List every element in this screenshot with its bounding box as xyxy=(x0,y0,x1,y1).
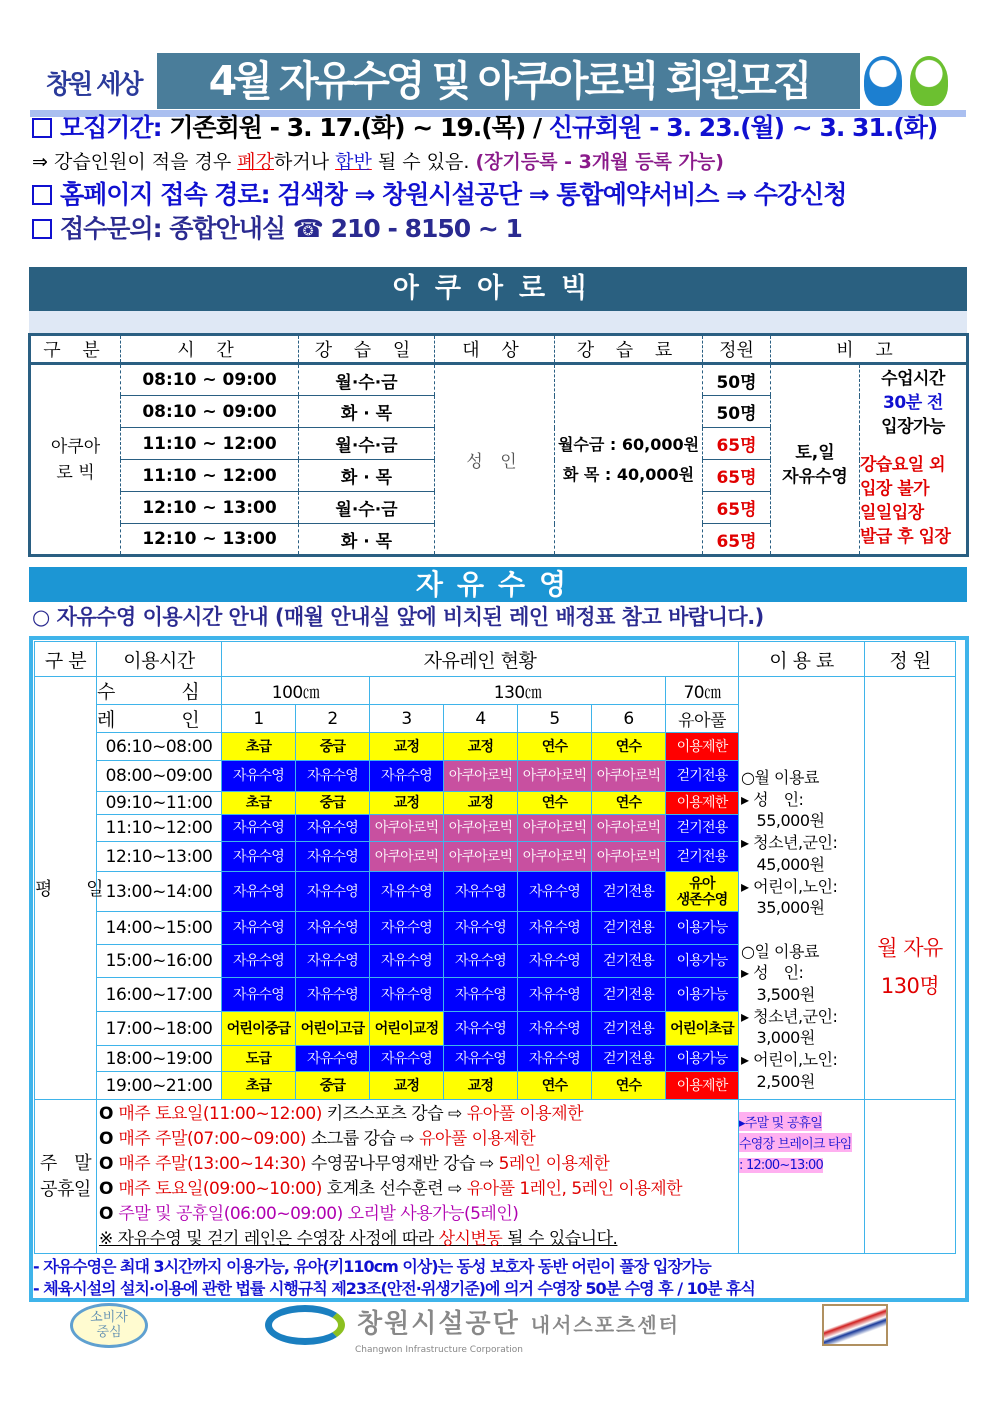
lane-assignment: 이용제한 xyxy=(666,792,739,815)
lane-assignment: 자유수영 xyxy=(370,912,444,945)
fee-line xyxy=(741,919,864,941)
weekend-item: O 매주 주말(13:00~14:30) 수영꿈나무영재반 강습 ⇨ 5레인 이용제한 xyxy=(99,1154,610,1174)
checkbox-icon xyxy=(32,185,52,205)
free-swim-table xyxy=(34,641,956,1254)
lane-assignment: 교정 xyxy=(370,733,444,761)
weekend-restriction: 유아풀 이용제한 xyxy=(466,1104,584,1124)
col-days: 강 습 일 xyxy=(299,335,435,364)
col-fee: 강 습 료 xyxy=(555,335,703,364)
notice xyxy=(32,150,724,174)
note: 30분 전 xyxy=(883,393,943,413)
lane-assignment: 자유수영 xyxy=(222,761,296,792)
col-time: 이용시간 xyxy=(97,642,222,677)
time-slot: 17:00~18:00 xyxy=(97,1012,222,1046)
lane-assignment: 연수 xyxy=(592,792,666,815)
lane-assignment: 걷기전용 xyxy=(666,842,739,872)
fee-line: ▸ 성 인: xyxy=(741,963,804,983)
note: 강습요일 외 xyxy=(860,455,946,475)
time-slot: 13:00~14:00 xyxy=(97,872,222,912)
lane-assignment: 자유수영 xyxy=(444,1012,518,1046)
break-line: ▸주말 및 공휴일 xyxy=(739,1112,822,1131)
lane-assignment: 아쿠아로빅 xyxy=(592,761,666,792)
lane-number: 2 xyxy=(296,705,370,733)
lane-assignment: 자유수영 xyxy=(370,872,444,912)
table-header xyxy=(30,335,968,364)
lane-assignment: 초급 xyxy=(222,733,296,761)
aquarobic-table xyxy=(28,333,969,557)
new-members: 신규회원 - 3. 23.(월) ~ 3. 31.(화) xyxy=(548,113,938,142)
weekend-row xyxy=(35,1100,956,1254)
mascot-blue-icon xyxy=(864,56,902,106)
weekday-label: 평 일 xyxy=(35,677,97,1100)
fee-line: 55,000원 xyxy=(741,811,825,831)
col-target: 대 상 xyxy=(435,335,555,364)
lane-assignment: 교정 xyxy=(370,1072,444,1100)
lane-assignment: 자유수영 xyxy=(518,1046,592,1072)
lane-assignment: 자유수영 xyxy=(370,978,444,1012)
lane-assignment: 어린이교정 xyxy=(370,1012,444,1046)
lane-assignment: 초급 xyxy=(222,1072,296,1100)
class-time: 08:10 ~ 09:00 xyxy=(121,396,299,428)
lane-assignment: 이용가능 xyxy=(666,945,739,978)
weekend-note xyxy=(99,1227,738,1252)
col-capacity: 정원 xyxy=(703,335,771,364)
capacity-label: 월 자유 xyxy=(877,936,943,960)
lane-assignment: 연수 xyxy=(592,1072,666,1100)
lane-assignment: 걷기전용 xyxy=(592,1012,666,1046)
lane-assignment: 걷기전용 xyxy=(666,761,739,792)
lane-assignment: 아쿠아로빅 xyxy=(518,761,592,792)
weekend-time: 매주 주말(07:00~09:00) xyxy=(118,1129,306,1149)
weekend-item: O 매주 주말(07:00~09:00) 소그룹 강습 ⇨ 유아풀 이용제한 xyxy=(99,1129,536,1149)
fee-line: 2,500원 xyxy=(741,1071,815,1091)
time-slot: 19:00~21:00 xyxy=(97,1072,222,1100)
lane-assignment: 중급 xyxy=(296,1072,370,1100)
lane-assignment: 교정 xyxy=(444,1072,518,1100)
category: 아쿠아 로 빅 xyxy=(30,364,121,556)
time-slot: 12:10~13:00 xyxy=(97,842,222,872)
lane-assignment: 자유수영 xyxy=(444,978,518,1012)
lane-assignment: 자유수영 xyxy=(518,945,592,978)
note: 발급 후 입장 xyxy=(860,527,951,547)
weekend-desc: 수영꿈나무영재반 강습 ⇨ xyxy=(305,1154,499,1174)
lane-assignment: 걷기전용 xyxy=(592,912,666,945)
lane-assignment: 자유수영 xyxy=(518,978,592,1012)
capacity: 65명 xyxy=(703,428,771,460)
capacity: 65명 xyxy=(703,460,771,492)
lane-assignment: 중급 xyxy=(296,792,370,815)
capacity-info xyxy=(865,677,956,1100)
lane-assignment: 걷기전용 xyxy=(592,945,666,978)
note-text: 될 수 있습니다. xyxy=(502,1229,618,1249)
weekend-time: 매주 토요일(11:00~12:00) xyxy=(118,1104,322,1124)
fee-line: ○일 이용료 xyxy=(741,941,819,961)
checkbox-icon xyxy=(32,219,52,239)
mascot-green-icon xyxy=(910,56,948,106)
note-red: 상시변동 xyxy=(438,1229,503,1249)
fee-line: ○월 이용료 xyxy=(741,768,819,787)
lane-assignment: 자유수영 xyxy=(296,1046,370,1072)
lane-assignment: 자유수영 xyxy=(296,978,370,1012)
checkbox-icon xyxy=(32,118,52,138)
badge-text: 소비자 중심 xyxy=(90,1310,128,1340)
weekend-time: 매주 주말(13:00~14:30) xyxy=(118,1154,306,1174)
lane-assignment: 자유수영 xyxy=(296,912,370,945)
org-logo xyxy=(265,1303,680,1355)
city-logo xyxy=(46,58,141,106)
lane-assignment: 자유수영 xyxy=(222,815,296,842)
lane-assignment: 아쿠아로빅 xyxy=(518,842,592,872)
time-slot: 14:00~15:00 xyxy=(97,912,222,945)
lane-assignment: 연수 xyxy=(592,733,666,761)
route: 검색창 ⇒ 창원시설공단 ⇒ 통합예약서비스 ⇒ 수강신청 xyxy=(277,180,847,209)
fee-line: ▸ 어린이,노인: xyxy=(741,876,838,896)
col-category: 구 분 xyxy=(35,642,97,677)
lane-assignment: 어린이고급 xyxy=(296,1012,370,1046)
lane-assignment: 걷기전용 xyxy=(666,815,739,842)
weekend-label: 주 말 공휴일 xyxy=(35,1100,97,1254)
note: 수업시간 xyxy=(881,369,945,389)
lane-assignment: 어린이중급 xyxy=(222,1012,296,1046)
lane-number: 유아풀 xyxy=(666,705,739,733)
fee-line: ▸ 어린이,노인: xyxy=(741,1050,838,1070)
depth-70: 70㎝ xyxy=(666,677,739,705)
sep: / xyxy=(532,113,542,142)
lane-number: 6 xyxy=(592,705,666,733)
lane-number: 4 xyxy=(444,705,518,733)
lane-assignment: 아쿠아로빅 xyxy=(592,842,666,872)
existing-members: 기존회원 - 3. 17.(화) ~ 19.(목) xyxy=(169,113,526,142)
lane-assignment: 자유수영 xyxy=(222,945,296,978)
lane-assignment: 걷기전용 xyxy=(592,872,666,912)
depth-label: 수 심 xyxy=(97,677,222,705)
depth-130: 130㎝ xyxy=(370,677,666,705)
class-days: 월·수·금 xyxy=(299,428,435,460)
lane-number: 1 xyxy=(222,705,296,733)
weekend-restriction: 유아풀 1레인, 5레인 이용제한 xyxy=(466,1179,683,1199)
lane-assignment: 연수 xyxy=(518,792,592,815)
lane-assignment: 아쿠아로빅 xyxy=(444,842,518,872)
time-slot: 15:00~16:00 xyxy=(97,945,222,978)
empty-cell xyxy=(865,1100,956,1254)
notice-text: ⇒ 강습인원이 적을 경우 xyxy=(32,151,238,173)
lane-label: 레 인 xyxy=(97,705,222,733)
fee-line: 3,000원 xyxy=(741,1028,815,1048)
class-time: 12:10 ~ 13:00 xyxy=(121,524,299,556)
class-days: 화 · 목 xyxy=(299,460,435,492)
lane-assignment: 아쿠아로빅 xyxy=(592,815,666,842)
lane-assignment: 유아 생존수영 xyxy=(666,872,739,912)
lane-assignment: 아쿠아로빅 xyxy=(370,815,444,842)
lane-assignment: 자유수영 xyxy=(222,872,296,912)
contact xyxy=(32,214,522,244)
lane-assignment: 자유수영 xyxy=(222,842,296,872)
weekend-item: O 주말 및 공휴일(06:00~09:00) 오리발 사용가능(5레인) xyxy=(99,1204,519,1224)
notice-text: 될 수 있음. xyxy=(371,151,476,173)
note: 일일입장 xyxy=(860,503,924,523)
weekend-time: 매주 토요일(09:00~10:00) xyxy=(118,1179,322,1199)
note: 입장 불가 xyxy=(860,479,930,499)
table-header xyxy=(35,642,956,677)
org-name: 창원시설공단 xyxy=(357,1309,520,1339)
time-slot: 08:00~09:00 xyxy=(97,761,222,792)
lane-assignment: 연수 xyxy=(518,1072,592,1100)
weekend-item: O 매주 토요일(09:00~10:00) 호계초 선수훈련 ⇨ 유아풀 1레인, 5레인 이용제한 xyxy=(99,1179,683,1199)
free-swim-box xyxy=(29,636,969,1302)
notice-cancel: 폐강 xyxy=(237,151,274,173)
homepage-route xyxy=(32,180,846,210)
col-time: 시 간 xyxy=(121,335,299,364)
break-line: : 12:00~13:00 xyxy=(739,1158,823,1173)
label: 홈페이지 접속 경로: xyxy=(60,180,270,209)
break-time xyxy=(739,1100,865,1254)
label: 모집기간: xyxy=(60,113,162,142)
note-text: ※ 자유수영 및 걷기 레인은 수영장 사정에 따라 xyxy=(99,1229,439,1249)
target: 성 인 xyxy=(435,364,555,556)
note: 입장가능 xyxy=(881,417,945,437)
lane-assignment: 자유수영 xyxy=(444,872,518,912)
weekend-restriction: 유아풀 이용제한 xyxy=(418,1129,536,1149)
col-fee: 이 용 료 xyxy=(739,642,865,677)
time-slot: 06:10~08:00 xyxy=(97,733,222,761)
class-days: 월·수·금 xyxy=(299,364,435,396)
lane-assignment: 아쿠아로빅 xyxy=(444,761,518,792)
class-time: 08:10 ~ 09:00 xyxy=(121,364,299,396)
free-swim-heading: 자유수영 xyxy=(29,567,967,602)
lane-assignment: 교정 xyxy=(444,733,518,761)
recruit-period xyxy=(32,113,937,143)
time-slot: 18:00~19:00 xyxy=(97,1046,222,1072)
capacity-value: 130명 xyxy=(880,974,940,998)
fee-tt: 화 목 : 40,000원 xyxy=(562,464,695,484)
lane-assignment: 이용가능 xyxy=(666,912,739,945)
lane-assignment: 교정 xyxy=(370,792,444,815)
label: 접수문의: 종합안내실 xyxy=(60,214,286,243)
phone-icon: ☎ xyxy=(292,214,323,243)
aquarobic-heading: 아쿠아로빅 xyxy=(29,267,967,311)
class-time: 12:10 ~ 13:00 xyxy=(121,492,299,524)
service-quality-badge-icon xyxy=(822,1304,888,1346)
time-slot: 11:10~12:00 xyxy=(97,815,222,842)
fee-line: 3,500원 xyxy=(741,985,815,1005)
weekend-item: O 매주 토요일(11:00~12:00) 키즈스포츠 강습 ⇨ 유아풀 이용제한 xyxy=(99,1104,584,1124)
weekend-restriction: 5레인 이용제한 xyxy=(498,1154,610,1174)
weekend-schedule xyxy=(97,1100,739,1254)
lane-assignment: 이용제한 xyxy=(666,1072,739,1100)
logo-text: 창원 세상 xyxy=(46,69,141,100)
fee-line: ▸ 청소년,군인: xyxy=(741,833,838,853)
weekend-desc: 소그룹 강습 ⇨ xyxy=(305,1129,419,1149)
note: 토,일 xyxy=(795,442,835,463)
lane-number: 5 xyxy=(518,705,592,733)
fee-line: ▸ 성 인: xyxy=(741,789,804,809)
note-line: - 체육시설의 설치·이용에 관한 법률 시행규칙 제23조(안전·위생기준)에 의거 수영장 50분 수영 후 / 10분 휴식 xyxy=(33,1279,755,1298)
phone-number: 210 - 8150 ~ 1 xyxy=(330,214,522,243)
lane-assignment: 교정 xyxy=(444,792,518,815)
weekend-desc: 호계초 선수훈련 ⇨ xyxy=(321,1179,467,1199)
lane-assignment: 아쿠아로빅 xyxy=(518,815,592,842)
lane-assignment: 자유수영 xyxy=(296,872,370,912)
capacity: 65명 xyxy=(703,492,771,524)
fee-line: ▸ 청소년,군인: xyxy=(741,1006,838,1026)
lane-assignment: 자유수영 xyxy=(222,912,296,945)
aquarobic-row xyxy=(30,364,968,396)
fee-line: 45,000원 xyxy=(741,854,825,874)
free-swim-notes xyxy=(33,1256,965,1300)
class-days: 화 · 목 xyxy=(299,524,435,556)
class-days: 월·수·금 xyxy=(299,492,435,524)
time-slot: 09:10~11:00 xyxy=(97,792,222,815)
lane-assignment: 자유수영 xyxy=(370,1046,444,1072)
note-line: - 자유수영은 최대 3시간까지 이용가능, 유아(키110cm 이상)는 동성 보호자 동반 어린이 풀장 입장가능 xyxy=(33,1257,711,1276)
col-note: 비 고 xyxy=(771,335,968,364)
lane-assignment: 자유수영 xyxy=(518,872,592,912)
lane-assignment: 이용가능 xyxy=(666,1046,739,1072)
lane-assignment: 어린이초급 xyxy=(666,1012,739,1046)
class-time: 11:10 ~ 12:00 xyxy=(121,460,299,492)
class-days: 화 · 목 xyxy=(299,396,435,428)
col-category: 구 분 xyxy=(30,335,121,364)
lane-assignment: 아쿠아로빅 xyxy=(444,815,518,842)
class-time: 11:10 ~ 12:00 xyxy=(121,428,299,460)
divider xyxy=(29,311,967,333)
lane-assignment: 걷기전용 xyxy=(592,978,666,1012)
lane-assignment: 걷기전용 xyxy=(592,1046,666,1072)
lane-assignment: 자유수영 xyxy=(296,842,370,872)
lane-assignment: 중급 xyxy=(296,733,370,761)
org-logo-icon xyxy=(265,1305,345,1345)
depth-row xyxy=(35,677,956,705)
col-capacity: 정 원 xyxy=(865,642,956,677)
lane-assignment: 자유수영 xyxy=(222,978,296,1012)
lane-assignment: 자유수영 xyxy=(444,1046,518,1072)
page-title: 4월 자유수영 및 아쿠아로빅 회원모집 xyxy=(157,53,860,109)
capacity: 65명 xyxy=(703,524,771,556)
lane-assignment: 자유수영 xyxy=(444,912,518,945)
lane-number: 3 xyxy=(370,705,444,733)
col-lanes: 자유레인 현황 xyxy=(222,642,739,677)
lane-assignment: 초급 xyxy=(222,792,296,815)
lane-assignment: 자유수영 xyxy=(370,945,444,978)
notice-longterm: (장기등록 - 3개월 등록 가능) xyxy=(475,151,724,173)
lane-assignment: 연수 xyxy=(518,733,592,761)
capacity: 50명 xyxy=(703,396,771,428)
fee-mwf: 월수금 : 60,000원 xyxy=(557,434,700,454)
lane-assignment: 아쿠아로빅 xyxy=(370,842,444,872)
lane-assignment: 자유수영 xyxy=(518,912,592,945)
lane-assignment: 자유수영 xyxy=(296,815,370,842)
free-swim-info: ○ 자유수영 이용시간 안내 (매월 안내실 앞에 비치된 레인 배정표 참고 바랍니다.) xyxy=(32,605,764,629)
fee-line: 35,000원 xyxy=(741,898,825,918)
weekend-fins: 주말 및 공휴일(06:00~09:00) 오리발 사용가능(5레인) xyxy=(118,1204,519,1224)
weekend-desc: 키즈스포츠 강습 ⇨ xyxy=(321,1104,467,1124)
note: 자유수영 xyxy=(782,466,848,487)
fee-info xyxy=(739,677,865,1100)
lane-assignment: 자유수영 xyxy=(444,945,518,978)
lane-assignment: 자유수영 xyxy=(296,945,370,978)
notice-text: 하거나 xyxy=(273,151,336,173)
depth-100: 100㎝ xyxy=(222,677,370,705)
lane-assignment: 자유수영 xyxy=(518,1012,592,1046)
org-name-en: Changwon Infrastructure Corporation xyxy=(355,1344,523,1355)
center-name: 내서스포츠센터 xyxy=(530,1313,681,1337)
notice-merge: 합반 xyxy=(335,151,372,173)
capacity: 50명 xyxy=(703,364,771,396)
lane-assignment: 자유수영 xyxy=(296,761,370,792)
lane-assignment: 이용가능 xyxy=(666,978,739,1012)
time-slot: 16:00~17:00 xyxy=(97,978,222,1012)
break-line: 수영장 브레이크 타임 xyxy=(739,1133,852,1152)
consumer-centered-badge xyxy=(70,1303,148,1348)
lane-assignment: 도급 xyxy=(222,1046,296,1072)
lane-assignment: 자유수영 xyxy=(370,761,444,792)
lane-assignment: 이용제한 xyxy=(666,733,739,761)
